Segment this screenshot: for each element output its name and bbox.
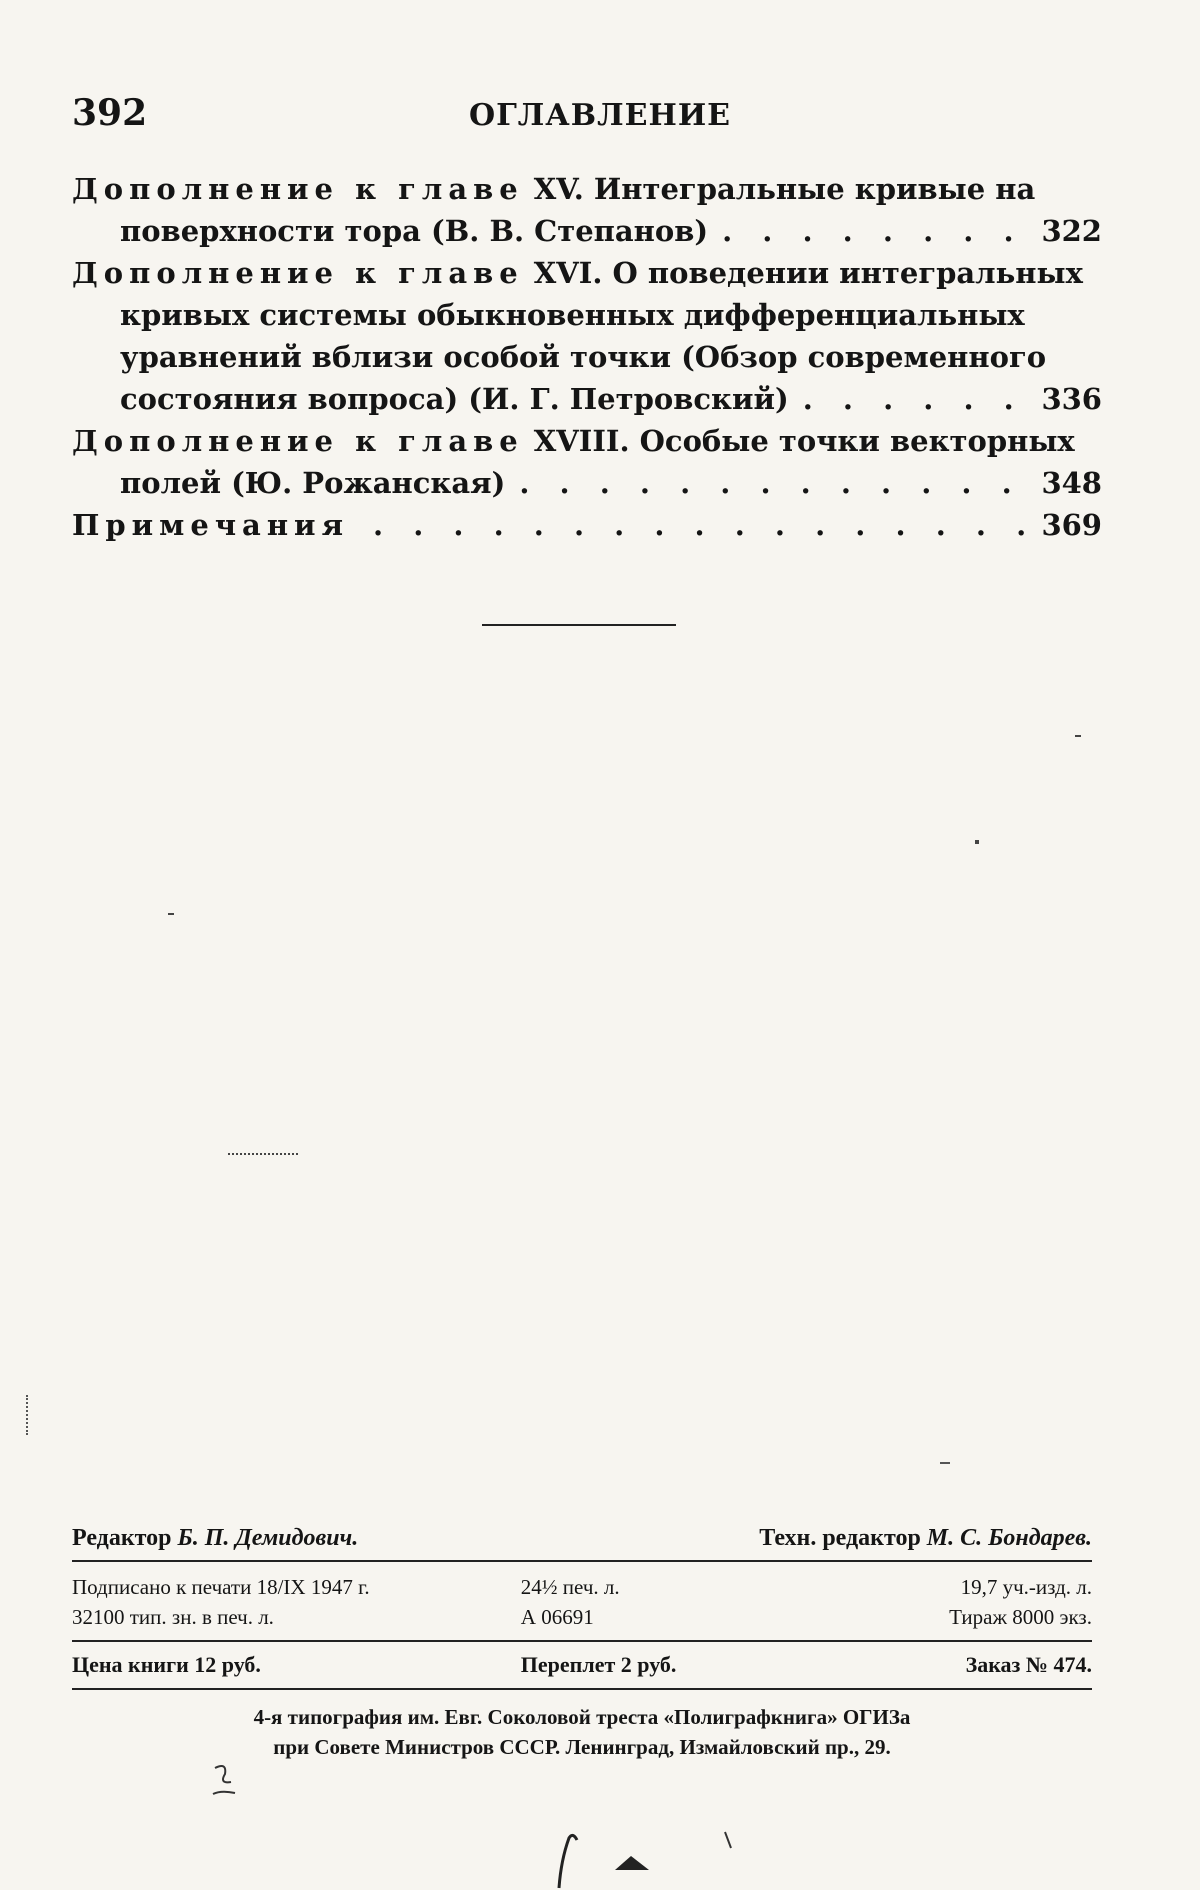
printer-line: 4-я типография им. Евг. Соколовой треста «Полиграфкнига» ОГИЗа <box>253 1705 911 1729</box>
scan-speck <box>26 1395 32 1435</box>
section-divider <box>482 624 676 626</box>
dot-leader <box>803 378 1028 420</box>
toc-entry-text: XV. Интегральные кривые на <box>533 172 1036 206</box>
toc-entry-text: XVIII. Особые точки векторных <box>533 424 1075 458</box>
toc-entry <box>72 168 1102 252</box>
toc-entry <box>72 420 1102 504</box>
toc-page-number: 322 <box>1041 214 1102 248</box>
toc-entry-text: XVI. О поведении интегральных <box>533 256 1083 290</box>
tech-editor-name: М. С. Бондарев. <box>926 1525 1092 1551</box>
book-price: Цена книги 12 руб. <box>72 1652 261 1677</box>
scan-speck <box>940 1462 950 1464</box>
handwritten-mark <box>545 1830 745 1890</box>
toc-page-number: 336 <box>1041 382 1102 416</box>
imprint <box>72 1525 1092 1762</box>
scan-speck <box>228 1153 298 1157</box>
toc-page-number: 369 <box>1041 508 1102 542</box>
publisher-sheets: 19,7 уч.-изд. л. <box>960 1575 1092 1599</box>
binding-price: Переплет 2 руб. <box>520 1652 677 1677</box>
page-number: 392 <box>72 92 148 134</box>
dot-leader <box>519 462 1027 504</box>
handwritten-mark <box>205 1760 245 1800</box>
tech-editor-label: Техн. редактор <box>759 1525 921 1551</box>
license-code: А 06691 <box>520 1605 594 1629</box>
printer-info <box>72 1690 1092 1762</box>
dot-leader <box>373 504 1027 546</box>
toc-entry <box>72 252 1102 420</box>
editor-name: Б. П. Демидович. <box>177 1525 359 1551</box>
circulation: Тираж 8000 экз. <box>949 1605 1092 1629</box>
scan-speck <box>168 913 174 915</box>
signed-date: Подписано к печати 18/IX 1947 г. <box>72 1575 370 1599</box>
print-details <box>72 1562 1092 1642</box>
order-number: Заказ № 474. <box>965 1652 1092 1677</box>
toc-entry-text: уравнений вблизи особой точки (Обзор современного <box>120 340 1047 374</box>
table-of-contents <box>72 168 1102 546</box>
toc-entry-label: Примечания <box>72 508 349 542</box>
running-head: ОГЛАВЛЕНИЕ <box>468 98 732 133</box>
editors-row <box>72 1525 1092 1562</box>
dot-leader <box>722 210 1027 252</box>
printer-line: при Совете Министров СССР. Ленинград, Измайловский пр., 29. <box>273 1735 891 1759</box>
toc-entry-label: Дополнение к главе <box>72 424 524 458</box>
price-row <box>72 1642 1092 1690</box>
toc-entry-label: Дополнение к главе <box>72 172 524 206</box>
toc-entry-text: полей (Ю. Рожанская) <box>120 466 506 500</box>
characters-per-sheet: 32100 тип. зн. в печ. л. <box>72 1605 274 1629</box>
toc-entry-text: поверхности тора (В. В. Степанов) <box>120 214 709 248</box>
toc-page-number: 348 <box>1041 466 1102 500</box>
toc-entry-text: состояния вопроса) (И. Г. Петровский) <box>120 382 789 416</box>
scan-speck <box>975 840 979 844</box>
toc-entry-text: кривых системы обыкновенных дифференциальных <box>120 298 1025 332</box>
editor-label: Редактор <box>72 1525 172 1551</box>
print-sheets: 24½ печ. л. <box>520 1575 620 1599</box>
scan-speck <box>1075 735 1081 737</box>
toc-entry <box>72 504 1102 546</box>
toc-entry-label: Дополнение к главе <box>72 256 524 290</box>
